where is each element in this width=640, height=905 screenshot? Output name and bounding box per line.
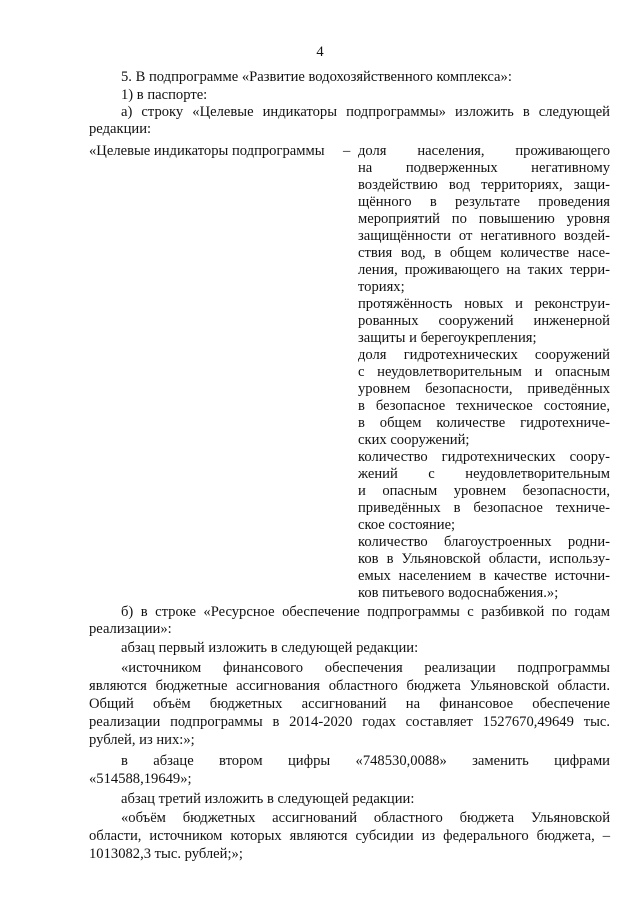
indicator-line: щённого в результате проведения <box>358 194 610 210</box>
quote-2-line1: «объём бюджетных ассигнований областного бюджета Ульяновской <box>121 810 610 826</box>
indicator-line: приведённых в безопасное техниче- <box>358 500 610 516</box>
indicator-line: и опасным уровнем безопасности, <box>358 483 610 499</box>
indicator-line: жений с неудовлетворительным <box>358 466 610 482</box>
indicator-line: защиты и берегоукрепления; <box>358 330 537 346</box>
indicator-line: количество благоустроенных родни- <box>358 534 610 550</box>
indicator-line: в безопасное техническое состояние, <box>358 398 610 414</box>
quote-2-line3: 1013082,3 тыс. рублей;»; <box>89 846 243 862</box>
subitem-1: 1) в паспорте: <box>121 87 208 103</box>
indicator-line: протяжённость новых и реконструи- <box>358 296 610 312</box>
indicator-line: в общем количестве гидротехниче- <box>358 415 610 431</box>
indicator-line: рованных сооружений инженерной <box>358 313 610 329</box>
quote-2-line2: области, источником которых являются субсидии из федерального бюджета, – <box>89 828 610 844</box>
indicator-line: количество гидротехнических соору- <box>358 449 610 465</box>
paragraph-2-line1: в абзаце втором цифры «748530,0088» заменить цифрами <box>121 753 610 769</box>
quote-1-line2: являются бюджетные ассигнования областного бюджета Ульяновской области. <box>89 678 610 694</box>
subitem-b-line1: б) в строке «Ресурсное обеспечение подпрограммы с разбивкой по годам <box>121 604 610 620</box>
indicator-line: мероприятий по повышению уровня <box>358 211 610 227</box>
paragraph-1-instruction: абзац первый изложить в следующей редакции: <box>121 640 419 656</box>
indicator-label: «Целевые индикаторы подпрограммы <box>89 143 325 159</box>
indicator-line: доля гидротехнических сооружений <box>358 347 610 363</box>
subitem-a-line2: редакции: <box>89 121 152 137</box>
item-5-heading: 5. В подпрограмме «Развитие водохозяйственного комплекса»: <box>121 69 512 85</box>
indicator-list <box>358 143 610 602</box>
indicator-line: уровнем безопасности, приведённых <box>358 381 610 397</box>
indicator-line: защищённости от негативного воздей- <box>358 228 610 244</box>
indicator-line: с неудовлетворительным и опасным <box>358 364 610 380</box>
indicator-line: ствия вод, в общем количестве насе- <box>358 245 610 261</box>
indicator-line: ления, проживающего на таких терри- <box>358 262 610 278</box>
indicator-line: ториях; <box>358 279 405 295</box>
paragraph-3-instruction: абзац третий изложить в следующей редакции: <box>121 791 415 807</box>
paragraph-2-line2: «514588,19649»; <box>89 771 192 787</box>
indicator-line: доля населения, проживающего <box>358 143 610 159</box>
indicator-line: воздействию вод территориях, защи- <box>358 177 610 193</box>
quote-1-line1: «источником финансового обеспечения реализации подпрограммы <box>121 660 610 676</box>
quote-1-line5: рублей, из них:»; <box>89 732 195 748</box>
subitem-a-line1: а) строку «Целевые индикаторы подпрограммы» изложить в следующей <box>121 104 610 120</box>
quote-1-line3: Общий объём бюджетных ассигнований на финансовое обеспечение <box>89 696 610 712</box>
page-number: 4 <box>316 44 324 60</box>
indicator-line: ков питьевого водоснабжения.»; <box>358 585 559 601</box>
quote-1-line4: реализации подпрограммы в 2014-2020 годах составляет 1527670,49649 тыс. <box>89 714 610 730</box>
indicator-line: ков в Ульяновской области, использу- <box>358 551 610 567</box>
indicator-dash: – <box>343 143 351 159</box>
indicator-line: ское состояние; <box>358 517 456 533</box>
indicator-line: ских сооружений; <box>358 432 470 448</box>
indicator-line: емых населением в качестве источни- <box>358 568 610 584</box>
subitem-b-line2: реализации»: <box>89 621 172 637</box>
indicator-line: на подверженных негативному <box>358 160 610 176</box>
